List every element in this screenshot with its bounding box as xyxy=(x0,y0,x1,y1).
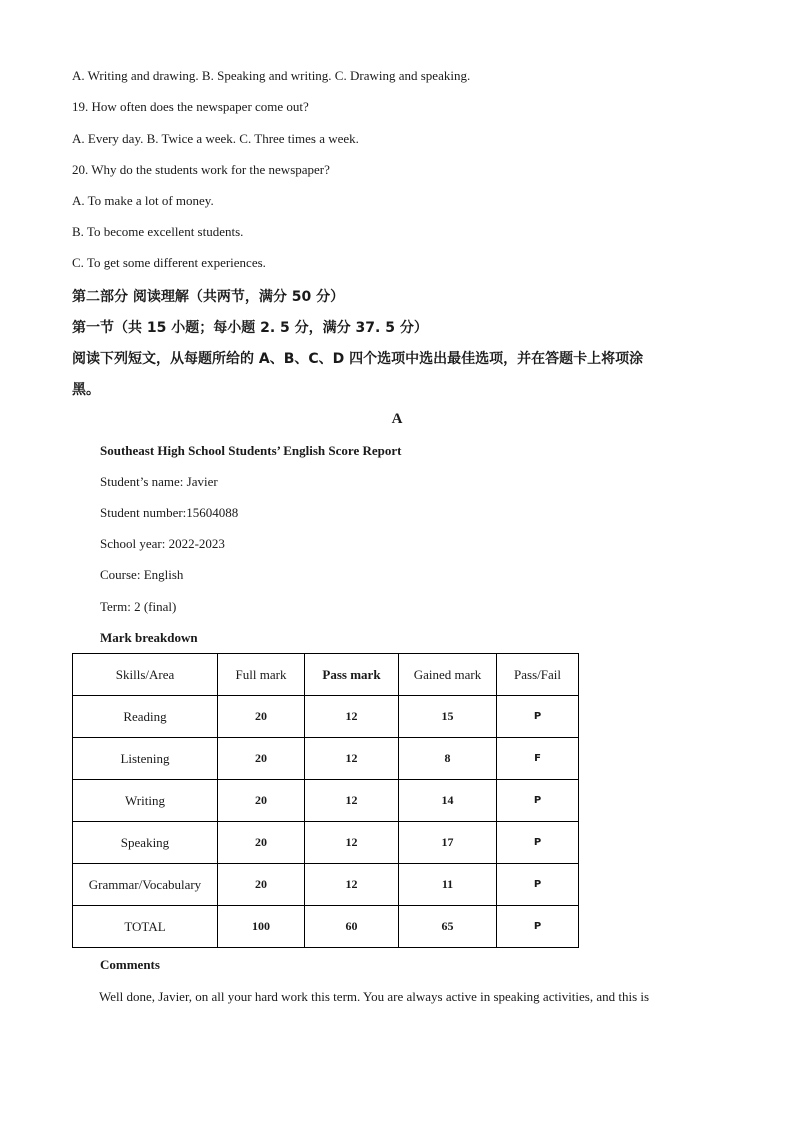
term: Term: 2 (final) xyxy=(100,599,177,614)
instruction-line-1: 阅读下列短文，从每题所给的 A、B、C、D 四个选项中选出最佳选项，并在答题卡上将项涂 xyxy=(72,351,644,367)
table-header-row xyxy=(73,654,579,696)
skill-cell: Listening xyxy=(73,738,218,780)
pass-fail-cell: P xyxy=(497,822,579,864)
table-row xyxy=(73,696,579,738)
pass-fail-cell: P xyxy=(497,906,579,948)
table-row xyxy=(73,738,579,780)
passage-label: A xyxy=(391,411,403,427)
q19-options: A. Every day. B. Twice a week. C. Three times a week. xyxy=(72,131,359,146)
student-number: Student number:15604088 xyxy=(100,505,239,520)
mark-breakdown-title: Mark breakdown xyxy=(100,630,198,645)
gained-mark-cell: 65 xyxy=(399,906,497,948)
q20-option-a: A. To make a lot of money. xyxy=(72,193,214,208)
gained-mark-cell: 17 xyxy=(399,822,497,864)
pass-fail-cell: P xyxy=(497,864,579,906)
header-pass-fail: Pass/Fail xyxy=(497,654,579,696)
table-row xyxy=(73,780,579,822)
header-gained-mark: Gained mark xyxy=(399,654,497,696)
section1-heading: 第一节（共 15 小题；每小题 2. 5 分，满分 37. 5 分） xyxy=(72,320,428,336)
full-mark-cell: 20 xyxy=(218,864,305,906)
skill-cell: TOTAL xyxy=(73,906,218,948)
skill-cell: Grammar/Vocabulary xyxy=(73,864,218,906)
instruction-line-2: 黑。 xyxy=(72,382,100,398)
q20-question: 20. Why do the students work for the newspaper? xyxy=(72,162,330,177)
gained-mark-cell: 14 xyxy=(399,780,497,822)
table-total-row xyxy=(73,906,579,948)
full-mark-cell: 20 xyxy=(218,822,305,864)
q19-question: 19. How often does the newspaper come out? xyxy=(72,99,309,114)
header-full-mark: Full mark xyxy=(218,654,305,696)
full-mark-cell: 20 xyxy=(218,780,305,822)
header-pass-mark: Pass mark xyxy=(305,654,399,696)
pass-mark-cell: 12 xyxy=(305,822,399,864)
gained-mark-cell: 8 xyxy=(399,738,497,780)
pass-fail-cell: P xyxy=(497,696,579,738)
table-row xyxy=(73,822,579,864)
gained-mark-cell: 15 xyxy=(399,696,497,738)
comments-title: Comments xyxy=(100,957,160,972)
comments-text: Well done, Javier, on all your hard work this term. You are always active in speaking activities, and this is xyxy=(99,989,650,1004)
full-mark-cell: 100 xyxy=(218,906,305,948)
full-mark-cell: 20 xyxy=(218,696,305,738)
q20-option-b: B. To become excellent students. xyxy=(72,224,244,239)
table-row xyxy=(73,864,579,906)
pass-mark-cell: 60 xyxy=(305,906,399,948)
pass-fail-cell: F xyxy=(497,738,579,780)
pass-mark-cell: 12 xyxy=(305,738,399,780)
student-name: Student’s name: Javier xyxy=(100,474,218,489)
school-year: School year: 2022-2023 xyxy=(100,536,225,551)
skill-cell: Speaking xyxy=(73,822,218,864)
skill-cell: Reading xyxy=(73,696,218,738)
q18-options: A. Writing and drawing. B. Speaking and writing. C. Drawing and speaking. xyxy=(72,68,471,83)
full-mark-cell: 20 xyxy=(218,738,305,780)
q20-option-c: C. To get some different experiences. xyxy=(72,255,266,270)
passage-title: Southeast High School Students’ English Score Report xyxy=(100,443,402,458)
part2-heading: 第二部分 阅读理解（共两节，满分 50 分） xyxy=(72,289,345,305)
header-skills: Skills/Area xyxy=(73,654,218,696)
pass-mark-cell: 12 xyxy=(305,696,399,738)
pass-mark-cell: 12 xyxy=(305,864,399,906)
course: Course: English xyxy=(100,567,184,582)
pass-fail-cell: P xyxy=(497,780,579,822)
score-table xyxy=(72,653,579,948)
skill-cell: Writing xyxy=(73,780,218,822)
gained-mark-cell: 11 xyxy=(399,864,497,906)
pass-mark-cell: 12 xyxy=(305,780,399,822)
